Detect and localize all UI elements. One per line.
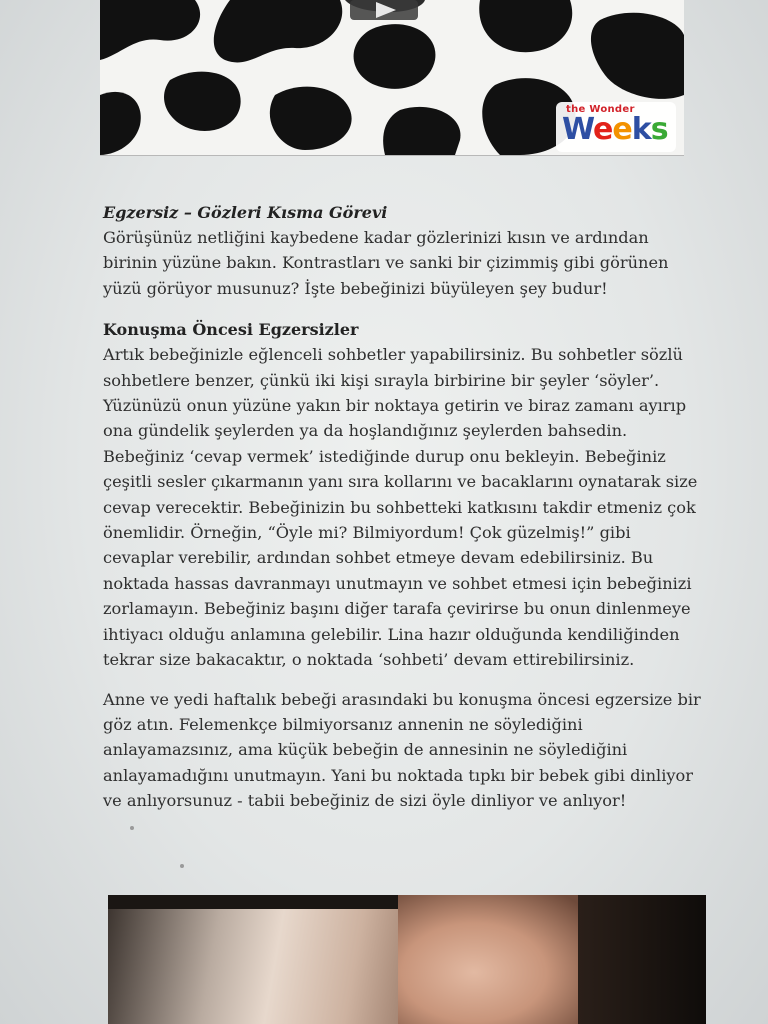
logo-letter: s (650, 112, 668, 147)
screen-speck (130, 826, 134, 830)
video-thumbnail-left (108, 909, 408, 1024)
article-body (103, 200, 703, 814)
logo-letter: k (631, 112, 651, 147)
logo-letter: e (593, 112, 613, 147)
pre-speech-paragraph-1: Artık bebeğinizle eğlenceli sohbetler yapabilirsiniz. Bu sohbetler sözlü sohbetlere benzer, çünkü iki kişi sırayla birbirine bir şeyler ‘söyler’. Yüzünüzü onun yüzüne yakın bir noktaya getirin ve biraz zamanı ayırıp ona gündelik şeylerden ya da hoşlandığınız şeylerden bahsedin. Bebeğiniz ‘cevap vermek’ istediğinde durup onu bekleyin. Bebeğiniz çeşitli sesler çıkarmanın yanı sıra kollarını ve bacaklarını oynatarak size cevap verecektir. Bebeğinizin bu sohbetteki katkısını takdir etmeniz çok önemlidir. Örneğin, “Öyle mi? Bilmiyordum! Çok güzelmiş!” gibi cevaplar verebilir, ardından sohbet etmeye devam edebilirsiniz. Bu noktada hassas davranmayı unutmayın ve sohbet etmesi için bebeğinizi zorlamayın. Bebeğiniz başını diğer tarafa çevirirse bu onun dinlenmeye ihtiyacı olduğu anlamına gelebilir. Lina hazır olduğunda kendiliğinden tekrar size bakacaktır, o noktada ‘sohbeti’ devam ettirebilirsiniz. (103, 345, 698, 670)
pre-speech-paragraph-2: Anne ve yedi haftalık bebeği arasındaki bu konuşma öncesi egzersize bir göz atın. Felemenkçe bilmiyorsanız annenin ne söylediğini anlayamazsınız, ama küçük bebeğin de annesinin ne söylediğini anlayamadığını unutmayın. Yani bu noktada tıpkı bir bebek gibi dinliyor ve anlıyorsunuz - tabii bebeğiniz de sizi öyle dinliyor ve anlıyor! (103, 689, 701, 811)
exercise-paragraph: Görüşünüz netliğini kaybedene kadar gözlerinizi kısın ve ardından birinin yüzüne bakın. Kontrastları ve sanki bir çizimmiş gibi görünen yüzü görüyor musunuz? İşte bebeğinizi büyüleyen şey budur! (103, 228, 669, 298)
pre-speech-heading: Konuşma Öncesi Egzersizler (103, 320, 359, 340)
logo-letter: e (612, 112, 632, 147)
video-player-bottom[interactable] (108, 895, 706, 1024)
paragraph-gap (103, 673, 703, 687)
video-thumbnail-dark (578, 895, 706, 1024)
wonder-weeks-logo (556, 102, 676, 152)
video-thumbnail-face (398, 895, 588, 1024)
exercise-heading: Egzersiz – Gözleri Kısma Görevi (103, 203, 388, 222)
logo-big-text (562, 113, 668, 147)
screen-speck (180, 864, 184, 868)
video-player-top[interactable] (100, 0, 684, 156)
logo-letter: W (562, 112, 594, 147)
logo-small-text: the Wonder (566, 104, 635, 115)
